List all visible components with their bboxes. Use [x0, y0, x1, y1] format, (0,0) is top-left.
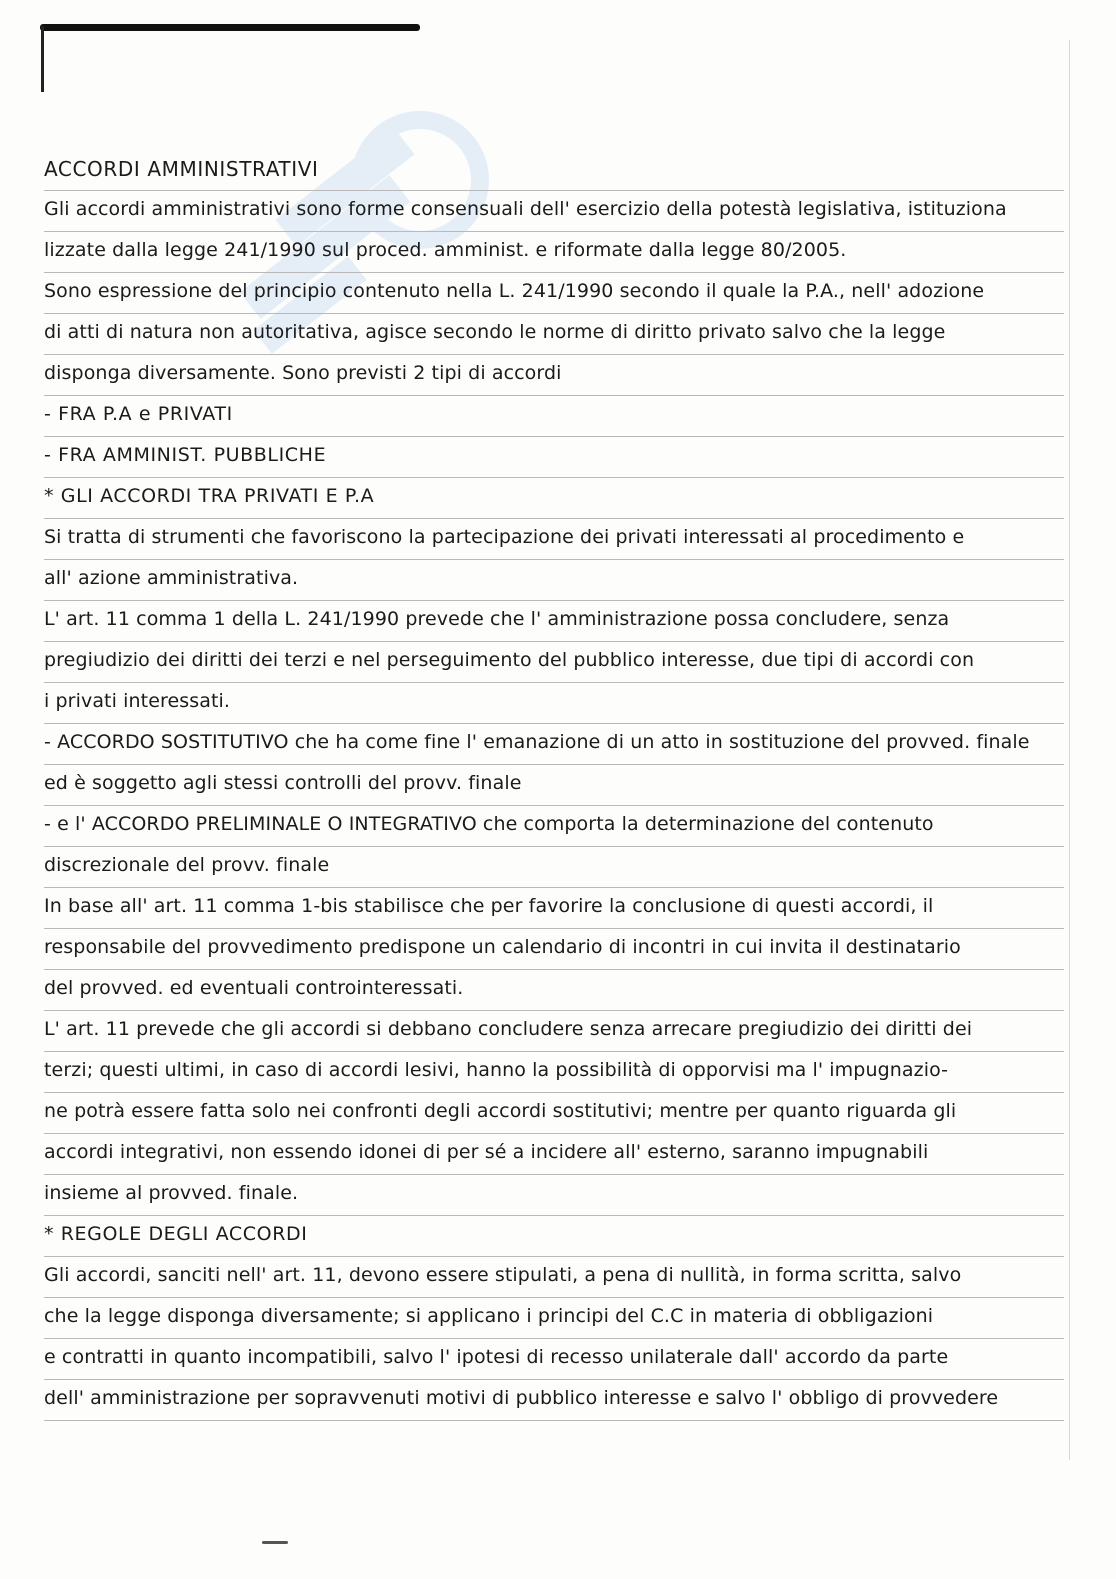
note-line: Gli accordi, sanciti nell' art. 11, devono essere stipulati, a pena di nullità, in forma scritta, salvo [44, 1257, 1064, 1298]
section-heading: * REGOLE DEGLI ACCORDI [44, 1216, 1064, 1257]
note-bullet: - e l' ACCORDO PRELIMINALE O INTEGRATIVO che comporta la determinazione del contenuto [44, 806, 1064, 847]
section-heading: * GLI ACCORDI TRA PRIVATI E P.A [44, 478, 1064, 519]
note-line: lizzate dalla legge 241/1990 sul proced. amminist. e riformate dalla legge 80/2005. [44, 232, 1064, 273]
page-right-margin [1069, 40, 1070, 1460]
note-bullet: - FRA P.A e PRIVATI [44, 396, 1064, 437]
note-line: Si tratta di strumenti che favoriscono la partecipazione dei privati interessati al procedimento e [44, 519, 1064, 560]
note-line: Gli accordi amministrativi sono forme consensuali dell' esercizio della potestà legislativa, istituziona [44, 191, 1064, 232]
note-line: ne potrà essere fatta solo nei confronti degli accordi sostitutivi; mentre per quanto riguarda gli [44, 1093, 1064, 1134]
note-line: In base all' art. 11 comma 1-bis stabilisce che per favorire la conclusione di questi accordi, il [44, 888, 1064, 929]
note-line: e contratti in quanto incompatibili, salvo l' ipotesi di recesso unilaterale dall' accordo da parte [44, 1339, 1064, 1380]
note-line: insieme al provved. finale. [44, 1175, 1064, 1216]
note-line: accordi integrativi, non essendo idonei di per sé a incidere all' esterno, saranno impugnabili [44, 1134, 1064, 1175]
note-line: all' azione amministrativa. [44, 560, 1064, 601]
note-line: ed è soggetto agli stessi controlli del provv. finale [44, 765, 1064, 806]
note-line: di atti di natura non autoritativa, agisce secondo le norme di diritto privato salvo che la legge [44, 314, 1064, 355]
note-line: che la legge disponga diversamente; si applicano i principi del C.C in materia di obbligazioni [44, 1298, 1064, 1339]
note-line: disponga diversamente. Sono previsti 2 tipi di accordi [44, 355, 1064, 396]
note-line: i privati interessati. [44, 683, 1064, 724]
note-line: terzi; questi ultimi, in caso di accordi lesivi, hanno la possibilità di opporvisi ma l' impugnazio- [44, 1052, 1064, 1093]
note-line: Sono espressione del principio contenuto nella L. 241/1990 secondo il quale la P.A., nell' adozione [44, 273, 1064, 314]
note-bullet: - ACCORDO SOSTITUTIVO che ha come fine l' emanazione di un atto in sostituzione del provved. finale [44, 724, 1064, 765]
left-ink-edge [41, 26, 44, 92]
note-line: pregiudizio dei diritti dei terzi e nel perseguimento del pubblico interesse, due tipi di accordi con [44, 642, 1064, 683]
note-bullet: - FRA AMMINIST. PUBBLICHE [44, 437, 1064, 478]
note-line: discrezionale del provv. finale [44, 847, 1064, 888]
top-ink-bar [40, 24, 420, 31]
bottom-ink-mark [262, 1541, 288, 1544]
note-line: L' art. 11 comma 1 della L. 241/1990 prevede che l' amministrazione possa concludere, senza [44, 601, 1064, 642]
note-line: L' art. 11 prevede che gli accordi si debbano concludere senza arrecare pregiudizio dei diritti dei [44, 1011, 1064, 1052]
note-line: dell' amministrazione per sopravvenuti motivi di pubblico interesse e salvo l' obbligo di provvedere [44, 1380, 1064, 1421]
note-title: ACCORDI AMMINISTRATIVI [44, 150, 1064, 191]
handwritten-notes [44, 150, 1064, 1421]
note-line: del provved. ed eventuali controinteressati. [44, 970, 1064, 1011]
note-line: responsabile del provvedimento predispone un calendario di incontri in cui invita il destinatario [44, 929, 1064, 970]
